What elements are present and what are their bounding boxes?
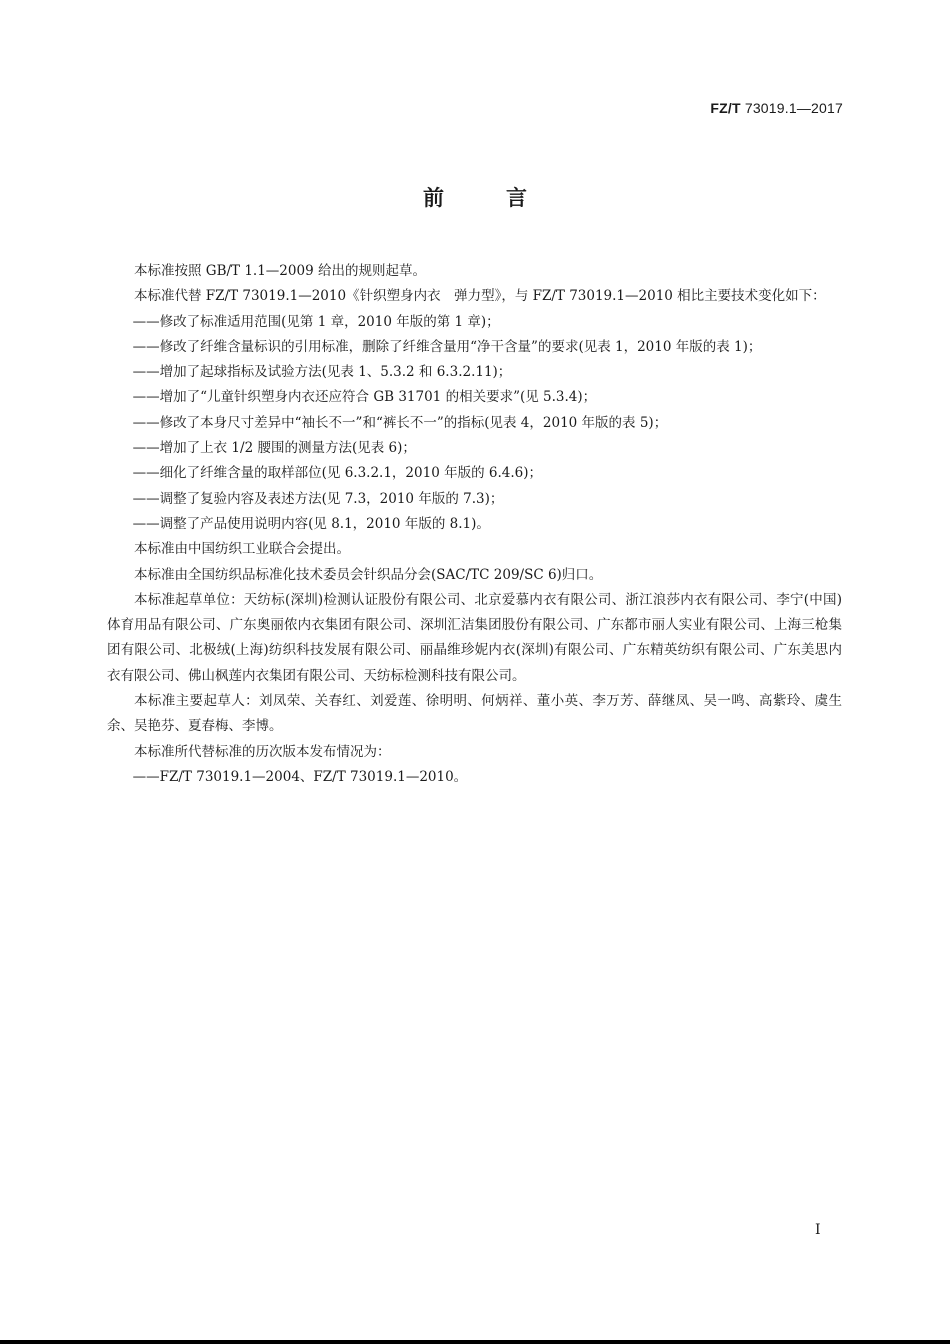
paragraph-drafters: 本标准主要起草人：刘凤荣、关春红、刘爱莲、徐明明、何炳祥、董小英、李万芳、薛继凤、吴一鸣、高紫玲、虞生余、吴艳芬、夏春梅、李博。: [107, 693, 842, 735]
page-title: 前言: [423, 186, 589, 210]
paragraph-history-intro: 本标准所代替标准的历次版本发布情况为：: [134, 743, 391, 760]
paragraph-committee: 本标准由全国纺织品标准化技术委员会针织品分会(SAC/TC 209/SC 6)归口。: [134, 566, 603, 583]
paragraph-proposer: 本标准由中国纺织工业联合会提出。: [134, 541, 350, 558]
history-item: ——FZ/T 73019.1—2004、FZ/T 73019.1—2010。: [132, 768, 468, 785]
standard-prefix: FZ/T: [710, 100, 741, 116]
change-item: ——调整了复验内容及表述方法(见 7.3，2010 年版的 7.3)；: [132, 490, 504, 507]
paragraph-drafting-units: 本标准起草单位：天纺标(深圳)检测认证股份有限公司、北京爱慕内衣有限公司、浙江浪莎内衣有限公司、李宁(中国)体育用品有限公司、广东奥丽侬内衣集团有限公司、深圳汇洁集团股份有限公司、广东都市丽人实业有限公司、上海三枪集团有限公司、北极绒(上海)纺织科技发展有限公司、丽晶维珍妮内衣(深圳)有限公司、广东精英纺织有限公司、广东美思内衣有限公司、佛山枫莲内衣集团有限公司、天纺标检测科技有限公司。: [107, 591, 842, 684]
change-item: ——细化了纤维含量的取样部位(见 6.3.2.1，2010 年版的 6.4.6)；: [132, 465, 542, 482]
change-item: ——调整了产品使用说明内容(见 8.1，2010 年版的 8.1)。: [132, 515, 490, 532]
page-number: I: [815, 1222, 821, 1238]
paragraph-drafting-rules: 本标准按照 GB/T 1.1—2009 给出的规则起草。: [134, 263, 426, 279]
change-item: ——增加了上衣 1/2 腰围的测量方法(见表 6)；: [132, 440, 416, 457]
change-item: ——修改了纤维含量标识的引用标准，删除了纤维含量用“净干含量”的要求(见表 1，2010 年版的表 1)；: [132, 338, 762, 355]
change-item: ——增加了起球指标及试验方法(见表 1、5.3.2 和 6.3.2.11)；: [132, 364, 512, 381]
paragraph-replacement: 本标准代替 FZ/T 73019.1—2010《针织塑身内衣 弹力型》，与 FZ/T 73019.1—2010 相比主要技术变化如下：: [134, 288, 826, 305]
change-item: ——增加了“儿童针织塑身内衣还应符合 GB 31701 的相关要求”(见 5.3.4)；: [132, 389, 597, 406]
change-item: ——修改了本身尺寸差异中“袖长不一”和“裤长不一”的指标(见表 4，2010 年版的表 5)；: [132, 414, 668, 431]
standard-code: 73019.1—2017: [740, 100, 843, 116]
foreword-body: [107, 259, 842, 790]
standard-number: [710, 100, 843, 116]
change-item: ——修改了标准适用范围(见第 1 章，2010 年版的第 1 章)；: [132, 313, 500, 330]
page-bottom-edge: [0, 1340, 950, 1344]
